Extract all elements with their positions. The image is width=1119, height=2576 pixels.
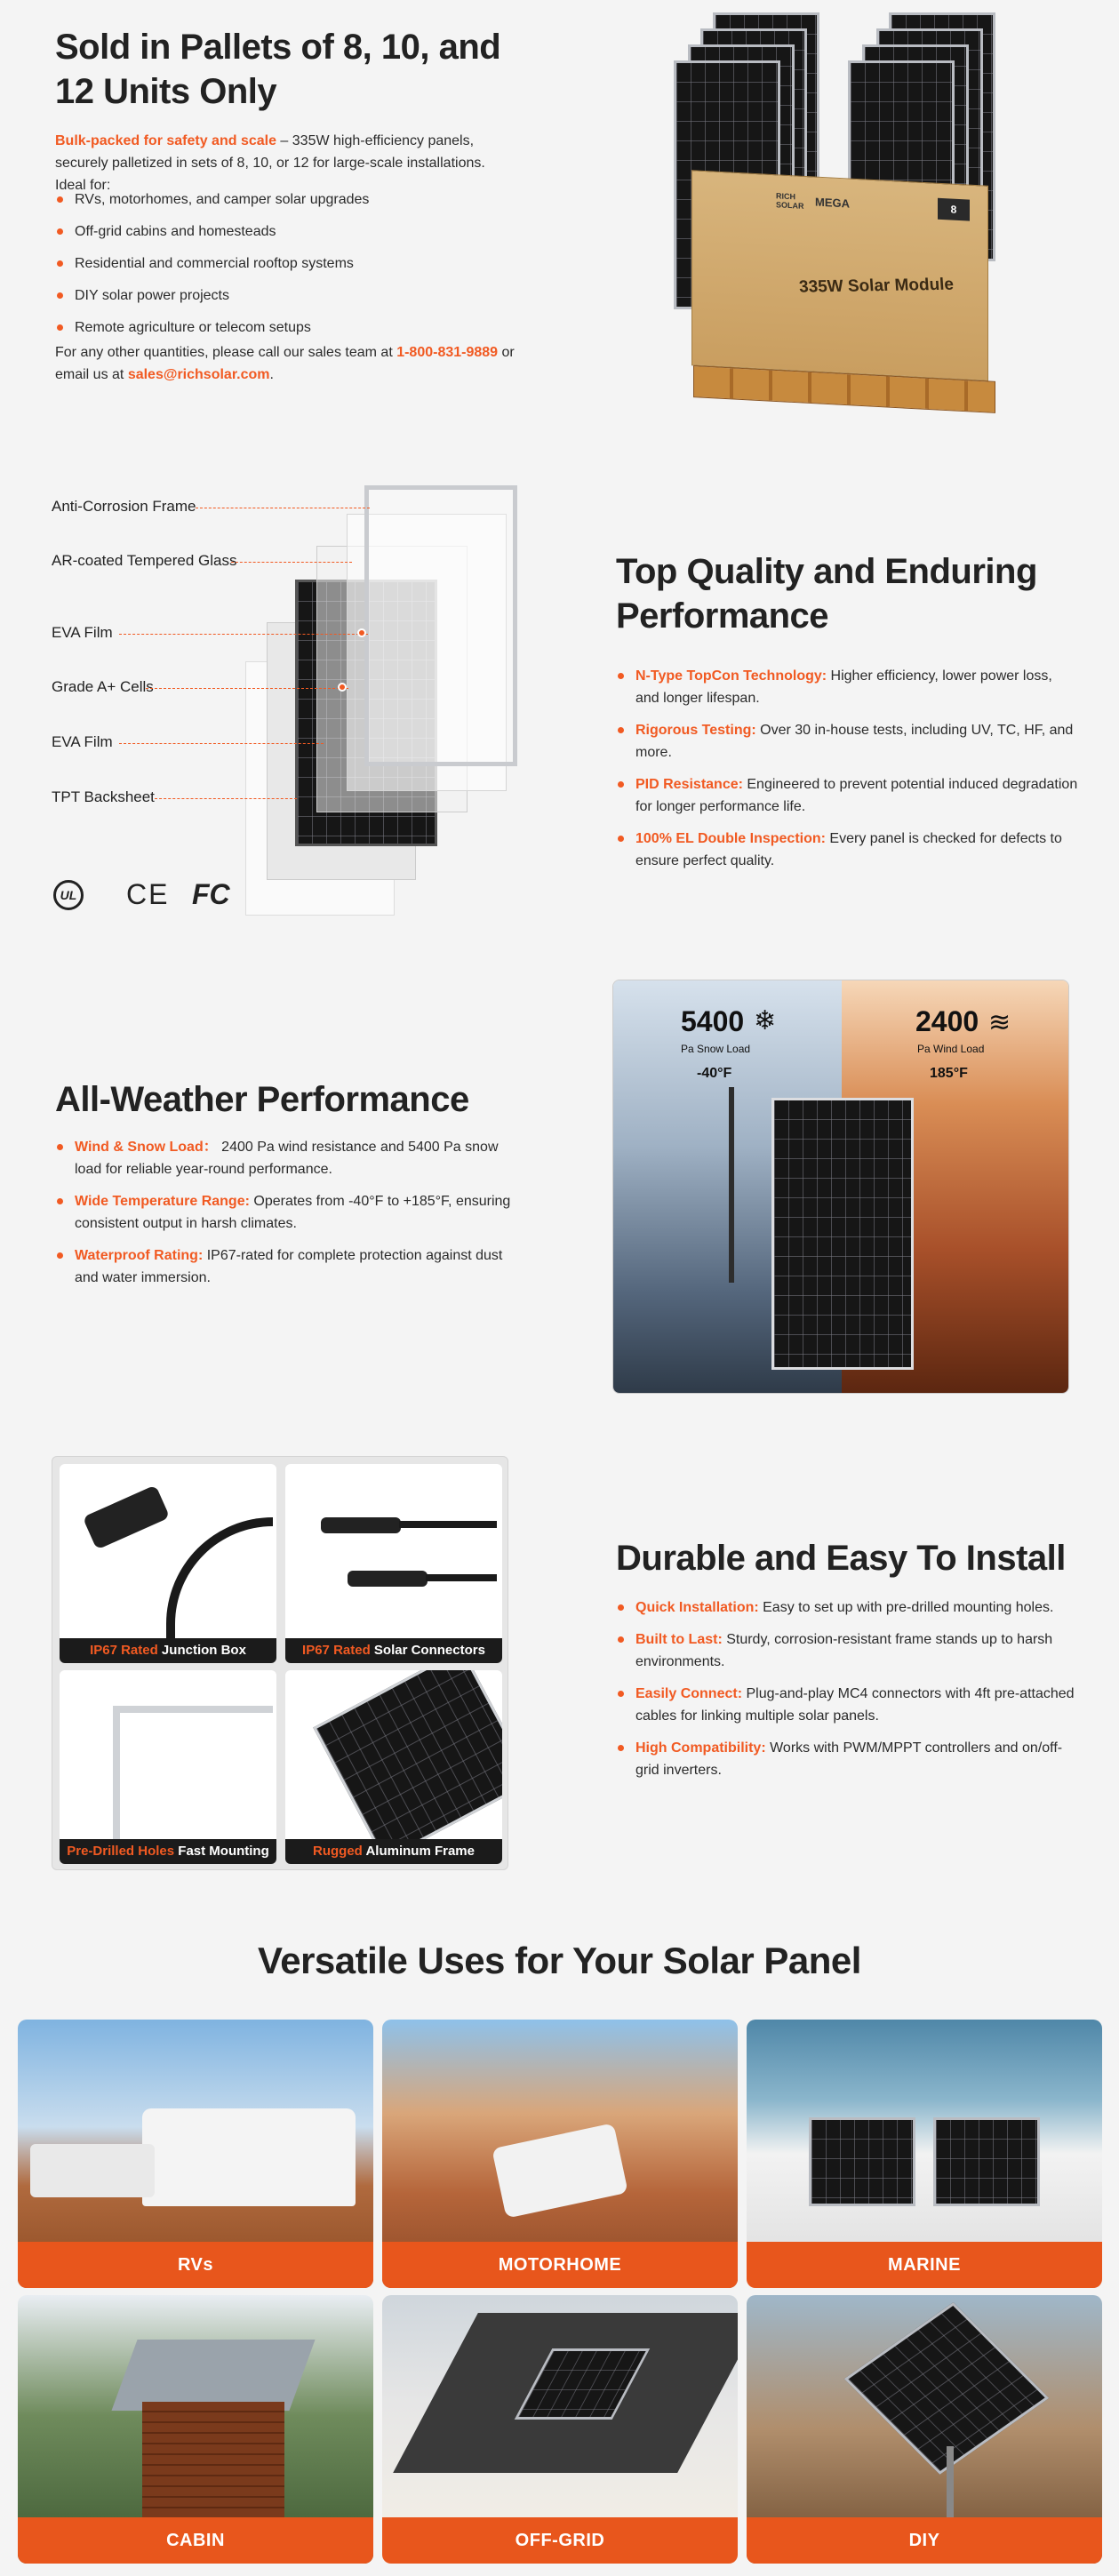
- item-text: Operates from -40°F to +185°F, ensuring consistent output in harsh climates.: [75, 1194, 511, 1231]
- feature-caption: [285, 1839, 502, 1864]
- crate-brand-top: RICH: [776, 191, 795, 202]
- contact-text: .: [269, 367, 274, 382]
- use-card-label: MARINE: [747, 2242, 1102, 2288]
- feature-caption: [60, 1638, 276, 1663]
- crate-count-badge: 8: [938, 198, 970, 221]
- pallet-image: [658, 9, 1031, 418]
- snow-temp: -40°F: [697, 1066, 732, 1081]
- item-text: Every panel is checked for defects to ensure perfect quality.: [635, 831, 1062, 868]
- layer-label-glass: AR-coated Tempered Glass: [52, 552, 237, 569]
- list-item: Residential and commercial rooftop systems: [55, 252, 517, 275]
- pallet-contact: [55, 341, 517, 386]
- list-item: [616, 719, 1078, 764]
- weather-title: All-Weather Performance: [55, 1080, 469, 1119]
- caption-text: Fast Mounting: [174, 1844, 269, 1859]
- use-card-label: CABIN: [18, 2517, 373, 2564]
- use-card-label: MOTORHOME: [382, 2242, 738, 2288]
- utility-pole: [729, 1087, 734, 1283]
- feature-tile-connectors: [285, 1464, 502, 1663]
- list-item: [616, 773, 1078, 818]
- fcc-cert-icon: FC: [192, 878, 230, 910]
- item-label: PID Resistance:: [635, 777, 743, 792]
- panel: [933, 2117, 1040, 2206]
- cable: [166, 1517, 273, 1651]
- ce-cert-icon: CE: [126, 878, 170, 910]
- connector-image: [348, 1571, 428, 1587]
- item-label: Waterproof Rating:: [75, 1248, 204, 1263]
- caption-highlight: IP67 Rated: [90, 1643, 158, 1658]
- feature-caption: [285, 1638, 502, 1663]
- list-item: RVs, motorhomes, and camper solar upgrades: [55, 188, 517, 211]
- snow-value: 5400: [681, 1005, 745, 1037]
- connector-image: [321, 1517, 401, 1533]
- item-text: Easy to set up with pre-drilled mounting holes.: [758, 1600, 1054, 1615]
- weather-image: [612, 980, 1069, 1394]
- ul-cert-icon: UL: [53, 880, 84, 910]
- install-list: [616, 1596, 1078, 1791]
- wind-label: Pa Wind Load: [917, 1043, 985, 1055]
- contact-text: or email us at: [55, 345, 515, 382]
- layer-label-eva-1: EVA Film: [52, 624, 113, 641]
- feature-tile-junction-box: [60, 1464, 276, 1663]
- frame-layer: [364, 485, 517, 766]
- cabin-wall: [142, 2402, 284, 2517]
- use-card-label: RVs: [18, 2242, 373, 2288]
- caption-highlight: Rugged: [313, 1844, 363, 1859]
- cable: [426, 1574, 497, 1581]
- pallet-intro-highlight: Bulk-packed for safety and scale: [55, 133, 276, 148]
- list-item: Off-grid cabins and homesteads: [55, 220, 517, 243]
- item-label: Wind & Snow Load：: [75, 1140, 218, 1155]
- list-item: [55, 1190, 517, 1235]
- caption-highlight: IP67 Rated: [302, 1643, 371, 1658]
- list-item: DIY solar power projects: [55, 284, 517, 307]
- junction-box-image: [83, 1484, 170, 1549]
- item-label: High Compatibility:: [635, 1740, 766, 1756]
- use-card-label: OFF-GRID: [382, 2517, 738, 2564]
- list-item: Remote agriculture or telecom setups: [55, 316, 517, 339]
- motorhome: [492, 2123, 628, 2218]
- leader-line: [119, 634, 368, 635]
- feature-tile-mounting-holes: [60, 1670, 276, 1864]
- feature-tile-aluminum-frame: [285, 1670, 502, 1864]
- quality-list: [616, 665, 1078, 882]
- wind-temp: 185°F: [930, 1066, 968, 1081]
- item-label: Built to Last:: [635, 1632, 723, 1647]
- wind-value: 2400: [915, 1005, 979, 1037]
- item-text: Sturdy, corrosion-resistant frame stands up to harsh environments.: [635, 1632, 1053, 1669]
- cable: [399, 1521, 497, 1528]
- list-item: [616, 1683, 1078, 1727]
- item-text: Higher efficiency, lower power loss, and longer lifespan.: [635, 668, 1052, 706]
- use-card-off-grid[interactable]: [382, 2295, 738, 2564]
- snow-label: Pa Snow Load: [681, 1043, 751, 1055]
- crate-brand-logo: [776, 191, 804, 211]
- weather-list: [55, 1136, 517, 1299]
- sales-phone-link[interactable]: 1-800-831-9889: [396, 345, 499, 360]
- use-card-motorhome[interactable]: [382, 2020, 738, 2288]
- contact-text: For any other quantities, please call our sales team at: [55, 345, 397, 360]
- list-item: [616, 828, 1078, 872]
- item-text: IP67-rated for complete protection against dust and water immersion.: [75, 1248, 503, 1285]
- crate-box: [691, 170, 988, 381]
- mount-post: [947, 2446, 954, 2526]
- item-label: N-Type TopCon Technology:: [635, 668, 827, 684]
- layer-label-frame: Anti-Corrosion Frame: [52, 498, 196, 515]
- pallet-title: Sold in Pallets of 8, 10, and 12 Units Only: [55, 28, 501, 111]
- leader-line: [119, 743, 324, 744]
- pointer-dot: [338, 683, 347, 692]
- pallet-intro-text: – 335W high-efficiency panels, securely palletized in sets of 8, 10, or 12 for large-scale installations. Ideal for:: [55, 133, 485, 193]
- crate-label: 335W Solar Module: [798, 275, 955, 297]
- pickup-truck: [30, 2144, 155, 2197]
- use-card-diy[interactable]: [747, 2295, 1102, 2564]
- caption-text: Solar Connectors: [370, 1643, 485, 1658]
- item-text: Works with PWM/MPPT controllers and on/off-grid inverters.: [635, 1740, 1063, 1778]
- item-label: Easily Connect:: [635, 1686, 743, 1701]
- item-text: Over 30 in-house tests, including UV, TC, HF, and more.: [635, 723, 1074, 760]
- caption-highlight: Pre-Drilled Holes: [67, 1844, 175, 1859]
- panel: [771, 1098, 914, 1370]
- sales-email-link[interactable]: sales@richsolar.com: [127, 367, 270, 382]
- leader-line: [146, 688, 348, 689]
- layer-label-backsheet: TPT Backsheet: [52, 788, 155, 805]
- item-label: Rigorous Testing:: [635, 723, 756, 738]
- caption-text: Junction Box: [157, 1643, 246, 1658]
- use-card-marine[interactable]: [747, 2020, 1102, 2288]
- layer-diagram: [36, 480, 533, 924]
- item-label: Wide Temperature Range:: [75, 1194, 250, 1209]
- use-card-label: DIY: [747, 2517, 1102, 2564]
- use-card-rvs[interactable]: [18, 2020, 373, 2288]
- list-item: [616, 1628, 1078, 1673]
- list-item: [616, 665, 1078, 709]
- item-label: Quick Installation:: [635, 1600, 759, 1615]
- item-text: 2400 Pa wind resistance and 5400 Pa snow load for reliable year-round performance.: [75, 1140, 499, 1177]
- list-item: [616, 1596, 1078, 1619]
- crate-brand-sub: SOLAR: [776, 200, 804, 211]
- panel: [809, 2117, 915, 2206]
- panel: [313, 1670, 502, 1861]
- leader-line: [231, 562, 352, 563]
- item-text: Plug-and-play MC4 connectors with 4ft pre-attached cables for linking multiple solar panels.: [635, 1686, 1075, 1724]
- quality-title: Top Quality and Enduring Performance: [616, 552, 1037, 636]
- pointer-dot: [357, 628, 366, 637]
- crate-mega: MEGA: [815, 195, 850, 211]
- uses-title: Versatile Uses for Your Solar Panel: [258, 1940, 861, 1981]
- feature-caption: [60, 1839, 276, 1864]
- list-item: [55, 1136, 517, 1180]
- pallet-use-list: [55, 188, 517, 339]
- wind-icon: ≋: [988, 1008, 1011, 1037]
- list-item: [55, 1244, 517, 1289]
- caption-text: Aluminum Frame: [362, 1844, 475, 1859]
- item-text: Engineered to prevent potential induced degradation for longer performance life.: [635, 777, 1078, 814]
- leader-line: [155, 798, 297, 799]
- list-item: [616, 1737, 1078, 1781]
- use-card-cabin[interactable]: [18, 2295, 373, 2564]
- pallet-intro: [55, 130, 517, 196]
- layer-label-cells: Grade A+ Cells: [52, 678, 154, 695]
- feature-grid: [52, 1456, 508, 1870]
- frame-corner-image: [113, 1706, 273, 1848]
- rv-trailer: [142, 2108, 356, 2206]
- item-label: 100% EL Double Inspection:: [635, 831, 826, 846]
- snowflake-icon: ❄: [754, 1006, 777, 1036]
- cabin-roof: [111, 2340, 315, 2411]
- layer-label-eva-2: EVA Film: [52, 733, 113, 750]
- install-title: Durable and Easy To Install: [616, 1539, 1066, 1578]
